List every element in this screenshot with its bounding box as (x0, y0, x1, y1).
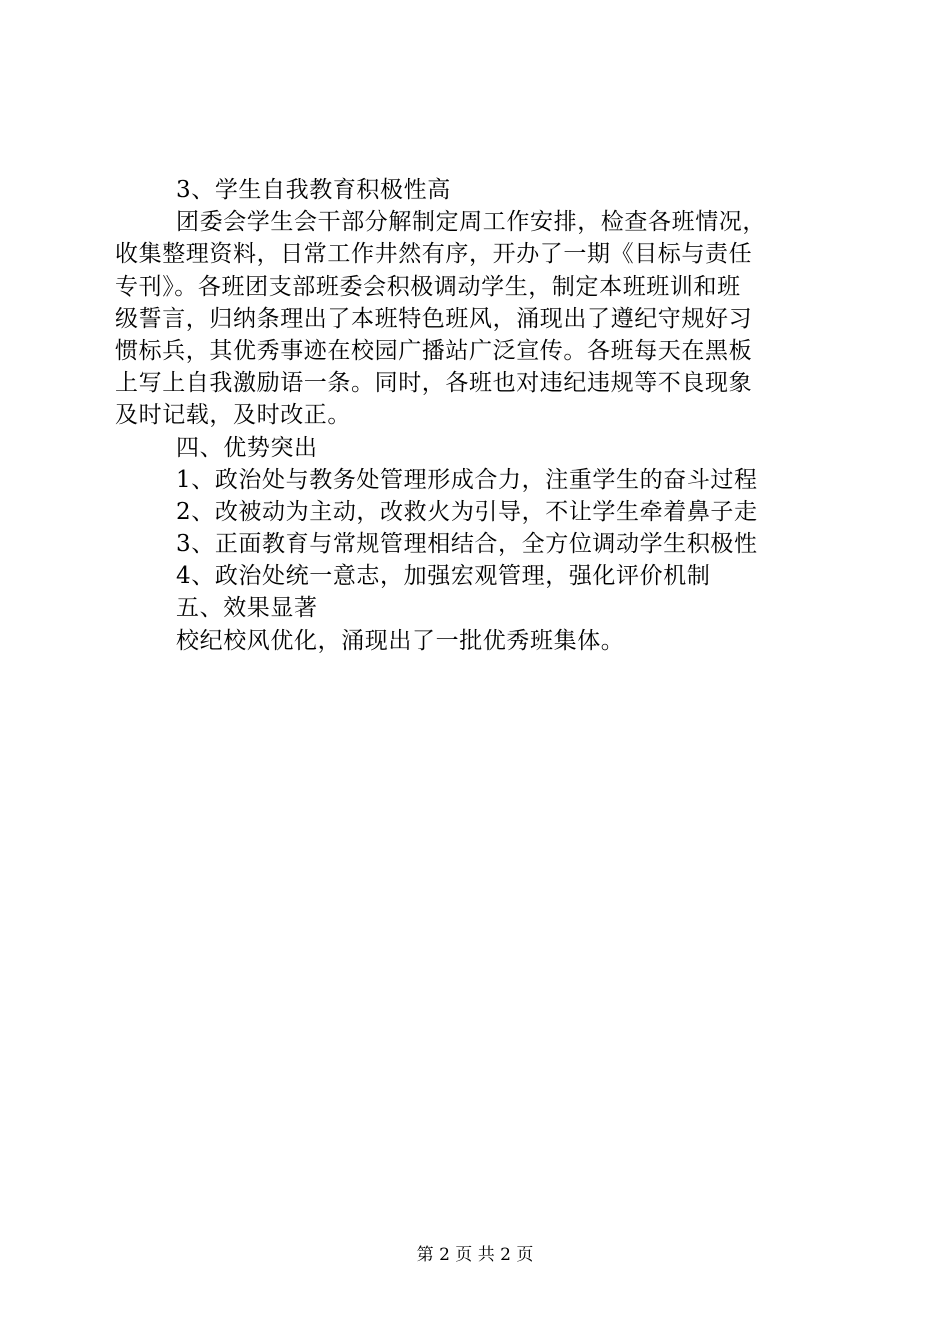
page-footer: 第 2 页 共 2 页 (416, 1245, 534, 1265)
text-line: 4、政治处统一意志，加强宏观管理，强化评价机制 (176, 563, 711, 590)
text-line: 2、改被动为主动，改救火为引导，不让学生牵着鼻子走 (176, 498, 758, 525)
text-line: 及时记载，及时改正。 (115, 402, 351, 429)
text-line: 级誓言，归纳条理出了本班特色班风，涌现出了遵纪守规好习 (115, 305, 753, 332)
text-line: 五、效果显著 (176, 595, 318, 622)
text-line: 校纪校风优化，涌现出了一批优秀班集体。 (176, 627, 625, 654)
text-line: 四、优势突出 (176, 434, 318, 461)
text-line: 惯标兵，其优秀事迹在校园广播站广泛宣传。各班每天在黑板 (115, 337, 753, 364)
text-line: 3、学生自我教育积极性高 (176, 177, 451, 203)
text-line: 收集整理资料，日常工作井然有序，开办了一期《目标与责任 (115, 241, 753, 268)
text-line: 1、政治处与教务处管理形成合力，注重学生的奋斗过程 (176, 466, 758, 493)
text-line: 团委会学生会干部分解制定周工作安排，检查各班情况， (176, 209, 766, 236)
text-line: 3、正面教育与常规管理相结合，全方位调动学生积极性 (176, 531, 758, 558)
document-body (115, 174, 835, 657)
text-line: 上写上自我激励语一条。同时，各班也对违纪违规等不良现象 (115, 370, 753, 397)
text-line: 专刊》。各班团支部班委会积极调动学生，制定本班班训和班 (115, 273, 741, 300)
